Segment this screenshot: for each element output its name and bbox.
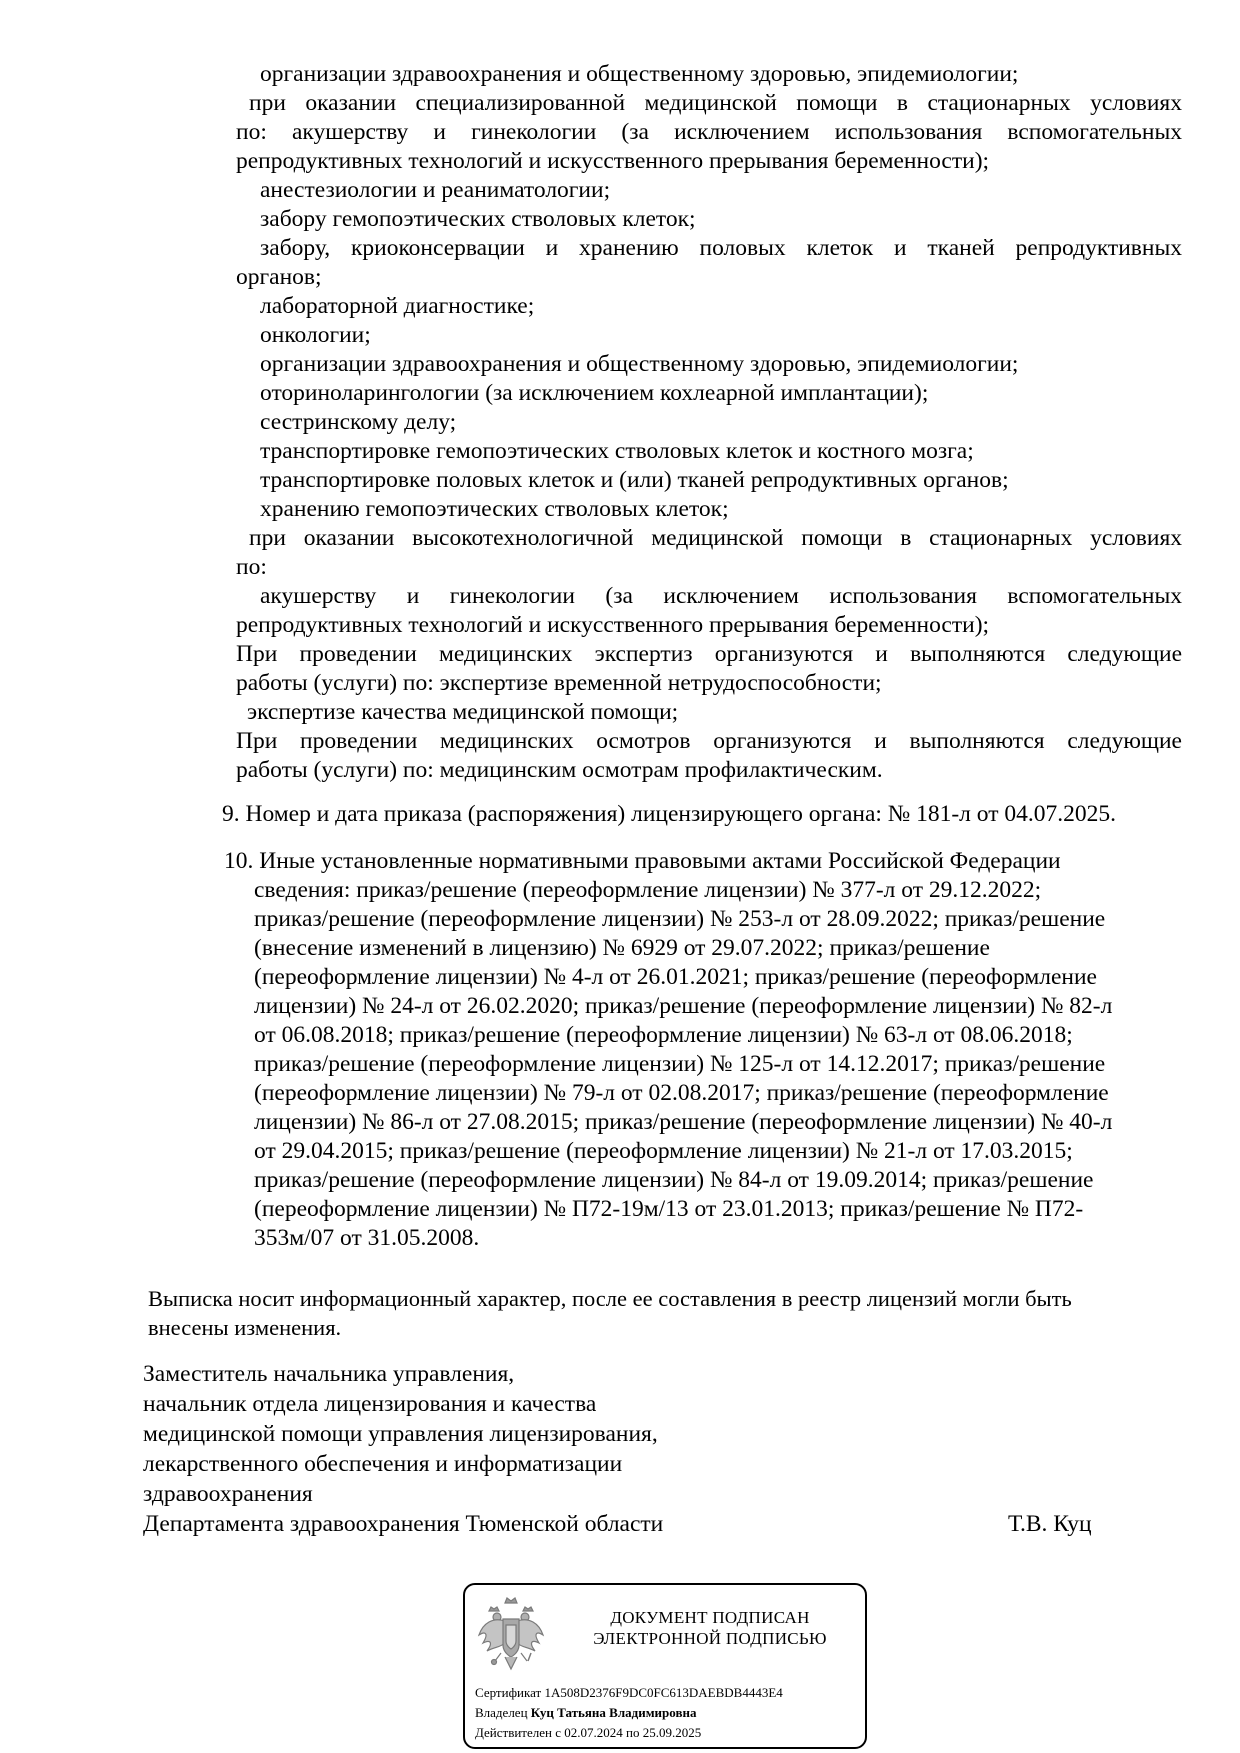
signatory-name: Т.В. Куц bbox=[1008, 1511, 1092, 1537]
electronic-signature-stamp bbox=[463, 1583, 867, 1749]
text-line: при оказании специализированной медицинской помощи в стационарных условиях bbox=[249, 90, 1182, 116]
text-line: сведения: приказ/решение (переоформление лицензии) № 377-л от 29.12.2022; bbox=[254, 877, 1042, 903]
text-line: организации здравоохранения и общественному здоровью, эпидемиологии; bbox=[260, 351, 1019, 377]
text-line: от 29.04.2015; приказ/решение (переоформление лицензии) № 21-л от 17.03.2015; bbox=[254, 1138, 1073, 1164]
certificate-label: Сертификат bbox=[475, 1685, 542, 1700]
text-line: экспертизе качества медицинской помощи; bbox=[247, 699, 679, 725]
owner-label: Владелец bbox=[475, 1705, 528, 1720]
text-line: (переоформление лицензии) № 79-л от 02.08.2017; приказ/решение (переоформление bbox=[254, 1080, 1109, 1106]
owner-value: Куц Татьяна Владимировна bbox=[530, 1705, 697, 1720]
text-line: от 06.08.2018; приказ/решение (переоформление лицензии) № 63-л от 08.06.2018; bbox=[254, 1022, 1073, 1048]
item-9-order-number: 9. Номер и дата приказа (распоряжения) лицензирующего органа: № 181-л от 04.07.2025. bbox=[222, 801, 1116, 827]
signatory-title-line: лекарственного обеспечения и информатизации bbox=[143, 1451, 623, 1477]
validity-line: Действителен с 02.07.2024 по 25.09.2025 bbox=[475, 1725, 702, 1740]
text-line: транспортировке половых клеток и (или) тканей репродуктивных органов; bbox=[260, 467, 1009, 493]
text-line: репродуктивных технологий и искусственного прерывания беременности); bbox=[236, 148, 990, 174]
text-line: лицензии) № 86-л от 27.08.2015; приказ/решение (переоформление лицензии) № 40-л bbox=[254, 1109, 1113, 1135]
text-line: (переоформление лицензии) № 4-л от 26.01.2021; приказ/решение (переоформление bbox=[254, 964, 1097, 990]
text-line: оториноларингологии (за исключением кохлеарной имплантации); bbox=[260, 380, 929, 406]
signatory-title-line: медицинской помощи управления лицензирования, bbox=[143, 1421, 658, 1447]
text-line: При проведении медицинских осмотров организуются и выполняются следующие bbox=[236, 728, 1182, 754]
text-line: забору гемопоэтических стволовых клеток; bbox=[260, 206, 696, 232]
text-line: 353м/07 от 31.05.2008. bbox=[254, 1225, 480, 1251]
text-line: по: акушерству и гинекологии (за исключением использования вспомогательных bbox=[236, 119, 1182, 145]
text-line: внесены изменения. bbox=[148, 1315, 342, 1340]
text-line: лабораторной диагностике; bbox=[260, 293, 535, 319]
text-line: хранению гемопоэтических стволовых клеток; bbox=[260, 496, 729, 522]
signatory-title-line: здравоохранения bbox=[143, 1481, 313, 1507]
text-line: по: bbox=[236, 554, 267, 580]
certificate-line bbox=[475, 1685, 783, 1701]
text-line: анестезиологии и реаниматологии; bbox=[260, 177, 611, 203]
text-line: акушерству и гинекологии (за исключением использования вспомогательных bbox=[260, 583, 1182, 609]
text-line: забору, криоконсервации и хранению половых клеток и тканей репродуктивных bbox=[260, 235, 1182, 261]
text-line: онкологии; bbox=[260, 322, 371, 348]
stamp-title bbox=[565, 1607, 855, 1649]
text-line: При проведении медицинских экспертиз организуются и выполняются следующие bbox=[236, 641, 1182, 667]
stamp-title-line: ДОКУМЕНТ ПОДПИСАН bbox=[610, 1608, 810, 1627]
certificate-value: 1A508D2376F9DC0FC613DAEBDB4443E4 bbox=[544, 1685, 783, 1700]
owner-line bbox=[475, 1705, 696, 1721]
text-line: при оказании высокотехнологичной медицинской помощи в стационарных условиях bbox=[249, 525, 1182, 551]
text-line: работы (услуги) по: медицинским осмотрам профилактическим. bbox=[236, 757, 883, 783]
text-line: транспортировке гемопоэтических стволовых клеток и костного мозга; bbox=[260, 438, 974, 464]
text-line: работы (услуги) по: экспертизе временной нетрудоспособности; bbox=[236, 670, 882, 696]
text-line: (переоформление лицензии) № П72-19м/13 от 23.01.2013; приказ/решение № П72- bbox=[254, 1196, 1084, 1222]
signatory-title-line: Департамента здравоохранения Тюменской области bbox=[143, 1511, 664, 1537]
text-line: Выписка носит информационный характер, после ее составления в реестр лицензий могли быть bbox=[148, 1286, 1072, 1311]
text-line: органов; bbox=[236, 264, 322, 290]
signatory-title-line: Заместитель начальника управления, bbox=[143, 1361, 515, 1387]
russian-coat-of-arms-icon bbox=[475, 1595, 547, 1675]
text-line: приказ/решение (переоформление лицензии) № 253-л от 28.09.2022; приказ/решение bbox=[254, 906, 1106, 932]
text-line: сестринскому делу; bbox=[260, 409, 457, 435]
signatory-title-line: начальник отдела лицензирования и качества bbox=[143, 1391, 597, 1417]
text-line: приказ/решение (переоформление лицензии) № 84-л от 19.09.2014; приказ/решение bbox=[254, 1167, 1094, 1193]
text-line: (внесение изменений в лицензию) № 6929 от 29.07.2022; приказ/решение bbox=[254, 935, 990, 961]
text-line: приказ/решение (переоформление лицензии) № 125-л от 14.12.2017; приказ/решение bbox=[254, 1051, 1106, 1077]
stamp-title-line: ЭЛЕКТРОННОЙ ПОДПИСЬЮ bbox=[593, 1629, 827, 1648]
text-line: 10. Иные установленные нормативными правовыми актами Российской Федерации bbox=[224, 848, 1061, 874]
text-line: лицензии) № 24-л от 26.02.2020; приказ/решение (переоформление лицензии) № 82-л bbox=[254, 993, 1113, 1019]
text-line: организации здравоохранения и общественному здоровью, эпидемиологии; bbox=[260, 61, 1019, 87]
text-line: репродуктивных технологий и искусственного прерывания беременности); bbox=[236, 612, 990, 638]
